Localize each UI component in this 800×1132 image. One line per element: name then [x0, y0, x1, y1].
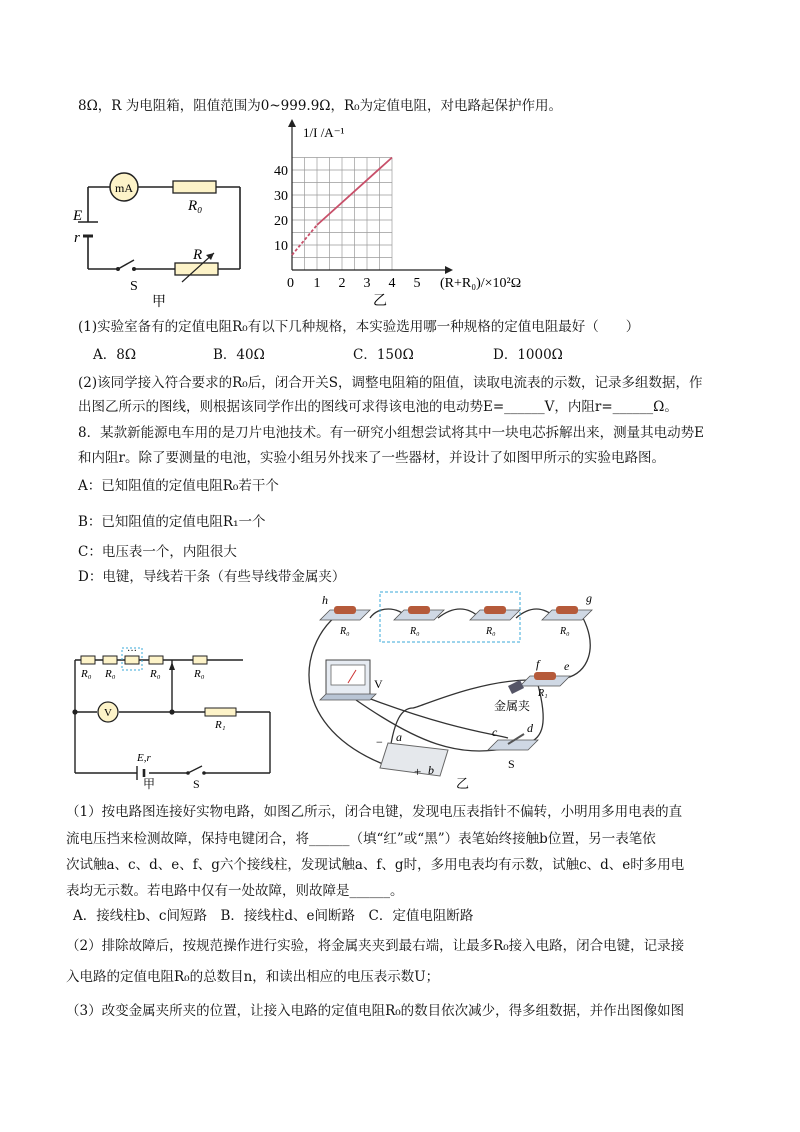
- caption-jia-1: 甲: [152, 295, 166, 310]
- real-r0-1-icon: [334, 606, 356, 614]
- r-label: R: [193, 247, 203, 263]
- real-v-label: V: [374, 677, 383, 691]
- real-s-label: S: [508, 757, 515, 771]
- resistor-r0-icon: [173, 181, 216, 193]
- schematic-r0-label-1: R₀: [81, 668, 92, 680]
- sub1-line-3: 次试触a、c、d、e、f、g六个接线柱，发现试触a、f、g时，多用电表均有示数，试触c、d、e时多用电: [66, 857, 685, 873]
- schematic-s-label: S: [193, 777, 200, 790]
- schematic-r0-3-icon: [125, 656, 139, 664]
- caption-jia-2: 甲: [143, 777, 156, 790]
- x-tick-label: 1: [313, 276, 321, 291]
- schematic-r0-2-icon: [103, 656, 117, 664]
- p8-line-1: 8．某款新能源电车用的是刀片电池技术。有一研究小组想尝试将其中一块电芯拆解出来，测量其电动势E: [78, 425, 704, 441]
- real-r0-label-4: R₀: [560, 626, 570, 637]
- p8-item-a: A：已知阻值的定值电阻R₀若干个: [78, 478, 279, 494]
- sub2-line-2: 入电路的定值电阻R₀的总数目n，和读出相应的电压表示数U；: [66, 969, 440, 985]
- y-axis-label: 1/I /A⁻¹: [303, 125, 345, 140]
- schematic-er-label: E,r: [137, 752, 151, 764]
- x-tick-label: 5: [413, 276, 421, 291]
- schematic-r0-label-2: R₀: [105, 668, 116, 680]
- minus-label: −: [376, 735, 383, 749]
- origin-label: 0: [287, 276, 294, 291]
- label-c: c: [492, 725, 498, 739]
- schematic-dots: ···: [127, 646, 137, 657]
- sub1-line-2: 流电压挡来检测故障，保持电键闭合，将______（填“红”或“黑”）表笔始终接触b位置，另一表笔依: [66, 831, 656, 847]
- real-r0-label-1: R₀: [340, 626, 350, 637]
- real-circuit-diagram: [298, 588, 598, 793]
- x-tick-label: 3: [363, 276, 371, 291]
- schematic-r0-label-4: R₀: [194, 668, 205, 680]
- label-h: h: [322, 593, 328, 607]
- real-r0-4-icon: [556, 606, 578, 614]
- x-tick-label: 4: [388, 276, 396, 291]
- label-b: b: [428, 763, 434, 777]
- label-f: f: [536, 657, 540, 671]
- p8-item-b: B：已知阻值的定值电阻R₁一个: [78, 514, 266, 530]
- e-label: E: [73, 208, 83, 224]
- schematic-r0-label-3: R₀: [150, 668, 161, 680]
- y-tick-label: 20: [274, 214, 288, 229]
- s-label: S: [130, 279, 138, 294]
- schematic-v-label: V: [104, 707, 112, 719]
- q1-option-b: B．40Ω: [213, 347, 265, 363]
- q1-text: (1)实验室备有的定值电阻R₀有以下几种规格，本实验选用哪一种规格的定值电阻最好（ ）: [78, 319, 640, 335]
- circuit-diagram-2: [65, 640, 285, 790]
- real-r0-label-2: R₀: [410, 626, 420, 637]
- caption-yi-1: 乙: [373, 294, 387, 309]
- label-a: a: [396, 730, 402, 744]
- y-tick-label: 40: [274, 164, 288, 179]
- schematic-r1-label: R₁: [215, 719, 226, 731]
- clip-label: 金属夹: [494, 699, 531, 713]
- q1-option-c: C．150Ω: [353, 347, 414, 363]
- q1-option-a: A．8Ω: [93, 347, 137, 363]
- label-e: e: [564, 659, 570, 673]
- schematic-r0-5-icon: [193, 656, 207, 664]
- schematic-r0-4-icon: [149, 656, 163, 664]
- schematic-r0-1-icon: [81, 656, 95, 664]
- q1-option-d: D．1000Ω: [493, 347, 563, 363]
- real-r1-icon: [534, 672, 556, 680]
- ammeter-label: mA: [115, 181, 133, 195]
- schematic-r1-icon: [205, 708, 236, 716]
- real-r0-label-3: R₀: [486, 626, 496, 637]
- r-internal-label: r: [74, 230, 80, 246]
- q2-line-1: (2)该同学接入符合要求的R₀后，闭合开关S，调整电阻箱的阻值，读取电流表的示数，记录多组数据，作: [78, 375, 703, 391]
- chart-area: [270, 115, 540, 310]
- intro-line: 8Ω，R 为电阻箱，阻值范围为0~999.9Ω，R₀为定值电阻，对电路起保护作用。: [78, 98, 563, 114]
- circuit-diagram-1: [60, 150, 260, 310]
- sub2-line-1: （2）排除故障后，按规范操作进行实验，将金属夹夹到最右端，让最多R₀接入电路，闭合电键，记录接: [66, 938, 685, 954]
- real-r0-3-icon: [484, 606, 506, 614]
- p8-item-d: D：电键，导线若干条（有些导线带金属夹）: [78, 569, 346, 585]
- y-tick-label: 30: [274, 189, 288, 204]
- real-r1-label: R₁: [538, 688, 548, 699]
- sub1-line-1: （1）按电路图连接好实物电路，如图乙所示，闭合电键，发现电压表指针不偏转，小明用多用电表的直: [66, 804, 683, 820]
- p8-item-c: C：电压表一个，内阻很大: [78, 544, 237, 560]
- sub1-line-4: 表均无示数。若电路中仅有一处故障，则故障是______。: [66, 883, 404, 899]
- caption-yi-2: 乙: [456, 776, 470, 791]
- sub1-options: A．接线柱b、c间短路 B．接线柱d、e间断路 C．定值电阻断路: [73, 908, 474, 924]
- x-axis-label: (R+R₀)/×10²Ω: [440, 276, 522, 291]
- chart-svg: [270, 115, 540, 310]
- x-tick-label: 2: [338, 276, 346, 291]
- plus-label: +: [414, 764, 422, 779]
- label-d: d: [527, 721, 533, 735]
- q2-line-2: 出图乙所示的图线，则根据该同学作出的图线可求得该电池的电动势E=______V，内阻r=______Ω。: [78, 399, 678, 415]
- p8-line-2: 和内阻r。除了要测量的电池，实验小组另外找来了一些器材，并设计了如图甲所示的实验电路图。: [78, 450, 665, 466]
- label-g: g: [586, 591, 592, 605]
- y-tick-label: 10: [274, 239, 288, 254]
- real-r0-2-icon: [408, 606, 430, 614]
- r0-label: R₀: [188, 198, 203, 214]
- sub3-line-1: （3）改变金属夹所夹的位置，让接入电路的定值电阻R₀的数目依次减少，得多组数据，并作出图像如图: [66, 1003, 685, 1019]
